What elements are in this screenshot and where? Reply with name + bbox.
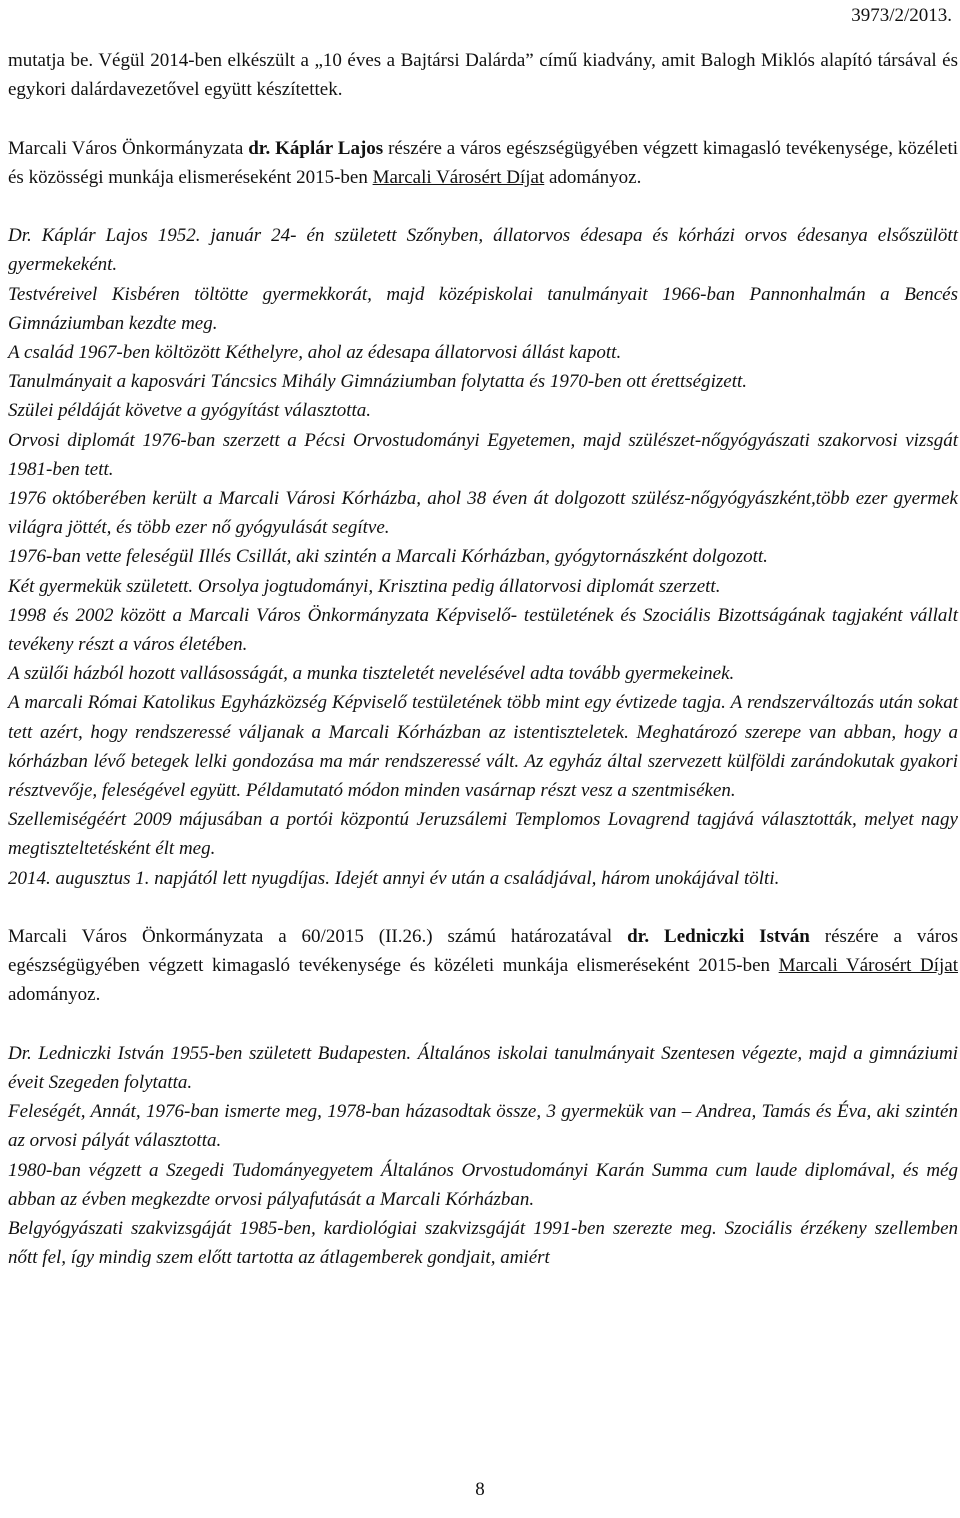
bio-line: Tanulmányait a kaposvári Táncsics Mihály Gimnáziumban folytatta és 1970-ben ott érettségizett. xyxy=(8,371,748,393)
bio-line: Orvosi diplomát 1976-ban szerzett a Pécsi Orvostudományi Egyetemen, majd szülészet-nőgyógyászati szakorvosi vizsgát 1981-ben tett. xyxy=(8,429,958,480)
bio-line: A család 1967-ben költözött Kéthelyre, ahol az édesapa állatorvosi állást kapott. xyxy=(8,342,622,363)
bio-line: Feleségét, Annát, 1976-ban ismerte meg, 1978-ban házasodtak össze, 3 gyermekük van – Andrea, Tamás és Éva, aki szintén az orvosi pályát választotta. xyxy=(8,1101,958,1152)
page-number: 8 xyxy=(475,1479,485,1500)
bio-line: Dr. Ledniczki István 1955-ben született Budapesten. Általános iskolai tanulmányait Szentesen végezte, majd a gimnáziumi éveit Szegeden folytatta. xyxy=(8,1042,958,1094)
award-text: adományoz. xyxy=(544,166,642,188)
bio-line: A marcali Római Katolikus Egyházközség Képviselő testületének több mint egy évtizede tagja. A rendszerváltozás után sokat tett azért, hogy rendszeressé váljanak a Marcali Kórházban az istentiszteletek. Meghatározó szerepe van abban, hogy a kórházban lévő betegek lelki gondozása ma már rendszeressé vált. Az egyház által szervezett külföldi zarándokutak gyakori résztvevője, feleségével együtt. Példamutató módon minden vasárnap részt vesz a szentmiséken. xyxy=(8,692,958,802)
bio-line: A szülői házból hozott vallásosságát, a munka tiszteletét nevelésével adta tovább gyermekeinek. xyxy=(8,663,735,685)
bio-line: 1976 októberében került a Marcali Városi Kórházba, ahol 38 éven át dolgozott szülész-nőgyógyászként,több ezer gyermek világra jöttét, és több ezer nő gyógyulását segítve. xyxy=(8,488,958,539)
biography-kaplar xyxy=(8,221,958,893)
award-text: Marcali Város Önkormányzata xyxy=(8,137,249,159)
award-text: Marcali Város Önkormányzata a 60/2015 (II.26.) számú határozatával xyxy=(8,926,628,948)
spacer xyxy=(8,192,958,221)
award-paragraph-ledniczki xyxy=(8,922,958,1010)
biography-ledniczki xyxy=(8,1039,958,1273)
bio-line: Dr. Káplár Lajos 1952. január 24- én született Szőnyben, állatorvos édesapa és kórházi orvos édesanya elsőszülött gyermekeként. xyxy=(8,225,958,276)
bio-line: 1980-ban végzett a Szegedi Tudományegyetem Általános Orvostudományi Karán Summa cum laude diplomával, és még abban az évben megkezdte orvosi pályafutását a Marcali Kórházban. xyxy=(8,1159,958,1210)
awardee-name: dr. Káplár Lajos xyxy=(248,137,384,159)
document-reference: 3973/2/2013. xyxy=(851,5,952,26)
bio-line: Testvéreivel Kisbéren töltötte gyermekkorát, majd középiskolai tanulmányait 1966-ban Pannonhalmán a Bencés Gimnáziumban kezdte meg. xyxy=(8,283,958,334)
award-text: részére a város egészségügyében végzett kimagasló tevékenysége, közéleti és közösségi munkája elismeréseként 2015-ben xyxy=(8,137,958,188)
award-text: részére a város egészségügyében végzett kimagasló tevékenysége és közéleti munkája elismeréseként 2015-ben xyxy=(8,926,958,977)
bio-line: 1998 és 2002 között a Marcali Város Önkormányzata Képviselő- testületének és Szociális Bizottságának tagjaként vállalt tevékeny részt a város életében. xyxy=(8,604,958,656)
award-text: adományoz. xyxy=(8,984,101,1006)
bio-line: Szülei példáját követve a gyógyítást választotta. xyxy=(8,400,372,422)
bio-line: Két gyermekük született. Orsolya jogtudományi, Krisztina pedig állatorvosi diplomát szerzett. xyxy=(8,575,721,597)
bio-line: 2014. augusztus 1. napjától lett nyugdíjas. Idejét annyi év után a családjával, három unokájával tölti. xyxy=(8,867,780,889)
award-title: Marcali Városért Díjat xyxy=(372,166,545,188)
bio-line: Szellemiségéért 2009 májusában a portói központú Jeruzsálemi Templomos Lovagrend tagjává választották, melyet nagy megtiszteltetésként élt meg. xyxy=(8,809,958,860)
intro-paragraph: mutatja be. Végül 2014-ben elkészült a „10 éves a Bajtársi Dalárda” című kiadvány, amit Balogh Miklós alapító társával és egykori dalárdavezetővel együtt készítettek. xyxy=(8,50,958,101)
bio-line: Belgyógyászati szakvizsgáját 1985-ben, kardiológiai szakvizsgáját 1991-ben szerezte meg. Szociális érzékeny szellemben nőtt fel, így mindig szem előtt tartotta az átlagemberek gondjait, amiért xyxy=(8,1218,958,1269)
awardee-name: dr. Ledniczki István xyxy=(627,926,810,948)
spacer xyxy=(8,104,958,133)
page-body xyxy=(8,46,958,1272)
bio-line: 1976-ban vette feleségül Illés Csillát, aki szintén a Marcali Kórházban, gyógytornászként dolgozott. xyxy=(8,546,768,568)
spacer xyxy=(8,893,958,922)
spacer xyxy=(8,1010,958,1039)
award-title: Marcali Városért Díjat xyxy=(778,955,959,977)
award-paragraph-kaplar xyxy=(8,134,958,192)
